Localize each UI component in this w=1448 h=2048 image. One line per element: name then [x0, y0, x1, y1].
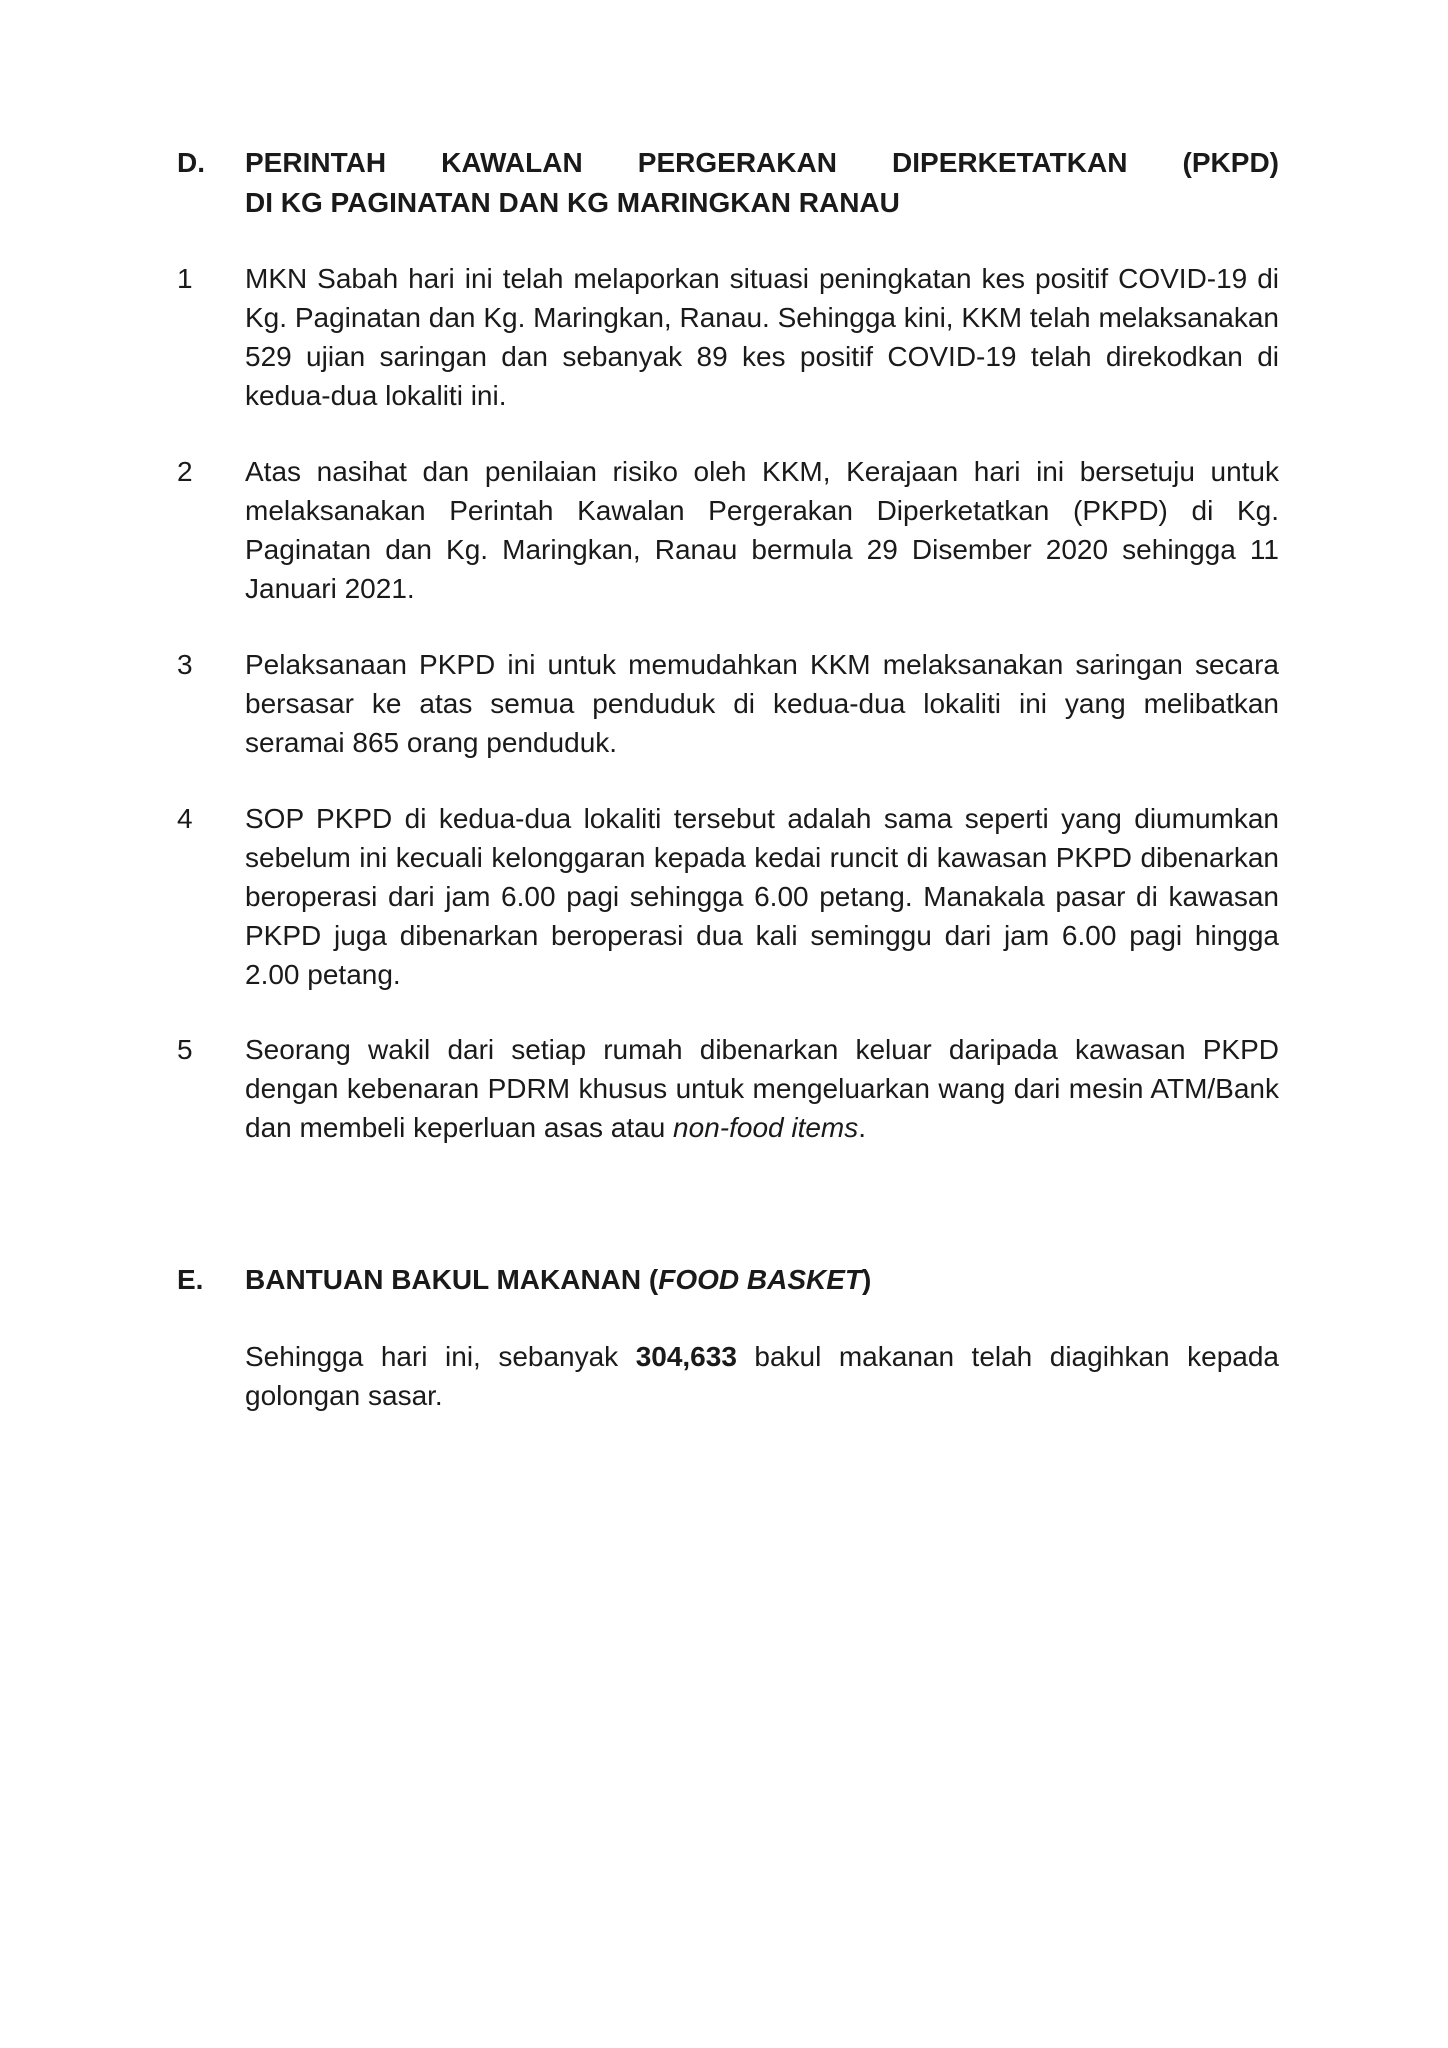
section-d-title	[245, 143, 1279, 223]
section-e-title-start: BANTUAN BAKUL MAKANAN (	[245, 1264, 659, 1295]
section-d-heading	[177, 143, 1279, 223]
item-number: 2	[177, 456, 193, 487]
section-d-letter: D.	[177, 147, 205, 178]
section-e-title	[245, 1260, 871, 1300]
section-d	[177, 143, 1279, 223]
section-d-title-line2: DI KG PAGINATAN DAN KG MARINGKAN RANAU	[245, 187, 900, 218]
section-e-heading	[177, 1260, 1279, 1300]
section-e-paragraph	[245, 1337, 1279, 1415]
item-number: 4	[177, 803, 193, 834]
list-item	[177, 452, 1279, 608]
section-e-body	[177, 1337, 1279, 1415]
list-item	[177, 1030, 1279, 1147]
food-basket-count: 304,633	[635, 1341, 737, 1372]
item-text-italic: non-food items	[673, 1112, 859, 1143]
item-number: 3	[177, 649, 193, 680]
item-text-plain: Seorang wakil dari setiap rumah dibenarkan keluar daripada kawasan PKPD dengan kebenaran PDRM khusus untuk mengeluarkan wang dari mesin ATM/Bank dan membeli keperluan asas atau	[245, 1034, 1279, 1143]
item-text	[245, 1030, 1279, 1147]
item-text: Atas nasihat dan penilaian risiko oleh KKM, Kerajaan hari ini bersetuju untuk melaksanakan Perintah Kawalan Pergerakan Diperketatkan (PKPD) di Kg. Paginatan dan Kg. Maringkan, Ranau bermula 29 Disember 2020 sehingga 11 Januari 2021.	[245, 456, 1279, 604]
section-e-title-italic: FOOD BASKET	[658, 1264, 862, 1295]
item-text-end: .	[858, 1112, 867, 1143]
section-e-body-end: bakul makanan telah diagihkan kepada golongan sasar.	[245, 1341, 1279, 1411]
section-e	[177, 1260, 1279, 1300]
section-d-title-line1: PERINTAH KAWALAN PERGERAKAN DIPERKETATKAN (PKPD)	[245, 147, 1279, 178]
list-item	[177, 799, 1279, 994]
item-number: 1	[177, 263, 193, 294]
section-e-title-end: )	[862, 1264, 872, 1295]
item-text: MKN Sabah hari ini telah melaporkan situasi peningkatan kes positif COVID-19 di Kg. Paginatan dan Kg. Maringkan, Ranau. Sehingga kini, KKM telah melaksanakan 529 ujian saringan dan sebanyak 89 kes positif COVID-19 telah direkodkan di kedua-dua lokaliti ini.	[245, 263, 1279, 411]
section-e-letter: E.	[177, 1264, 204, 1295]
section-e-body-start: Sehingga hari ini, sebanyak	[245, 1341, 636, 1372]
indent-spacer	[177, 1337, 245, 1415]
list-item	[177, 645, 1279, 762]
item-text: Pelaksanaan PKPD ini untuk memudahkan KKM melaksanakan saringan secara bersasar ke atas semua penduduk di kedua-dua lokaliti ini yang melibatkan seramai 865 orang penduduk.	[245, 649, 1279, 758]
item-number: 5	[177, 1034, 193, 1065]
list-item	[177, 259, 1279, 415]
item-text: SOP PKPD di kedua-dua lokaliti tersebut adalah sama seperti yang diumumkan sebelum ini kecuali kelonggaran kepada kedai runcit di kawasan PKPD dibenarkan beroperasi dari jam 6.00 pagi sehingga 6.00 petang. Manakala pasar di kawasan PKPD juga dibenarkan beroperasi dua kali seminggu dari jam 6.00 pagi hingga 2.00 petang.	[245, 803, 1279, 990]
